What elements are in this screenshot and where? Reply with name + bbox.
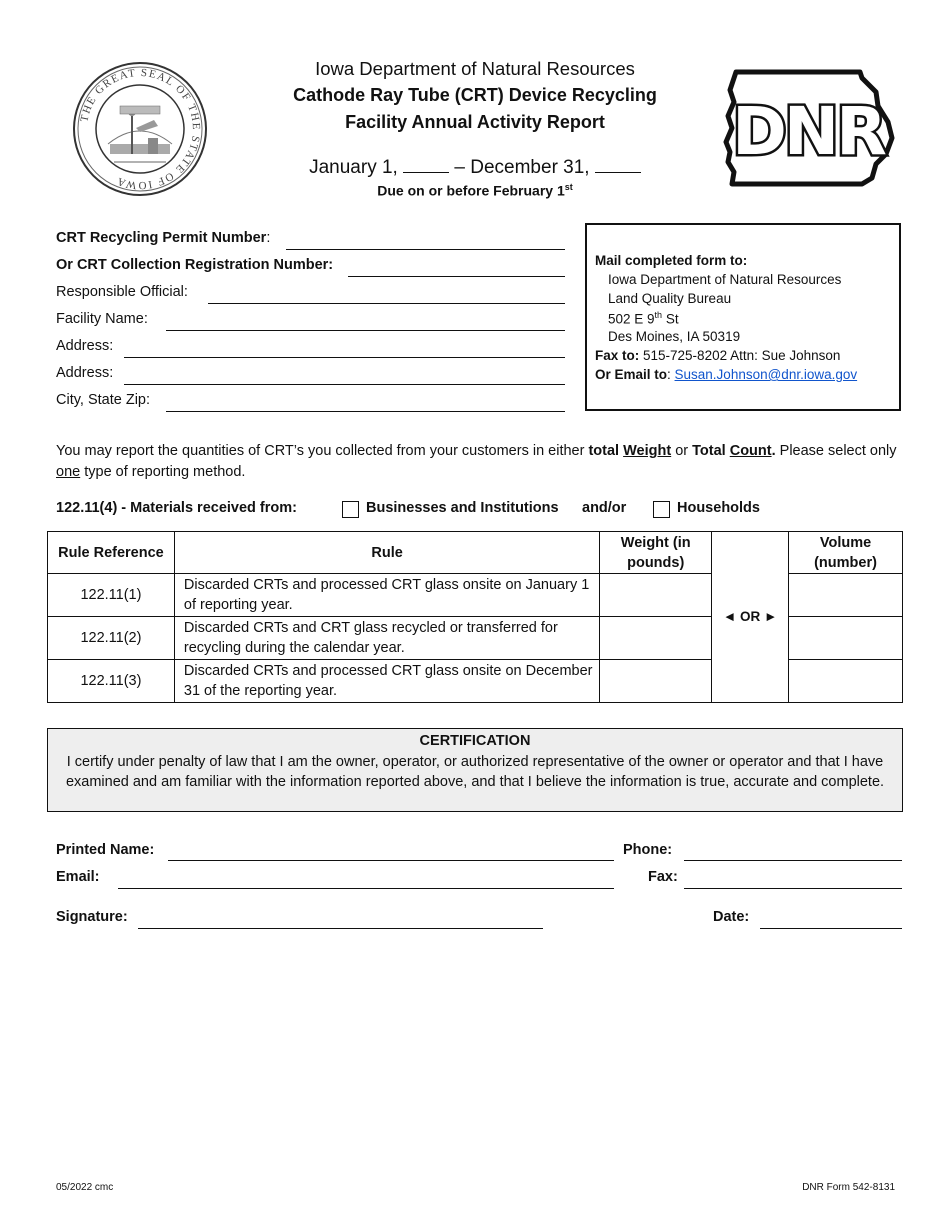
mail-street [608,310,679,327]
header-volume: Volume (number) [789,532,903,574]
svg-text:DNR: DNR [732,93,884,170]
permit-number-colon: : [266,230,271,246]
mail-agency: Iowa Department of Natural Resources [608,272,842,287]
responsible-official-input[interactable] [208,303,565,304]
instr-part1: You may report the quantities of CRT’s you collected from your customers in either [56,443,589,459]
households-checkbox[interactable] [653,501,670,518]
instr-weight: Weight [623,443,672,459]
fax-label: Fax to: [595,348,640,363]
mail-street-post: St [662,311,679,327]
table-header-row [48,532,903,574]
email-label: Or Email to [595,367,668,382]
rule-reference-cell: 122.11(2) [48,617,175,660]
header-weight: Weight (in pounds) [600,532,712,574]
permit-number-input[interactable] [286,249,565,250]
date-label: Date: [713,909,750,925]
email-link[interactable]: Susan.Johnson@dnr.iowa.gov [674,367,858,382]
instr-part2: Please select only [775,443,897,459]
instructions-paragraph [56,441,902,483]
due-date-text: Due on or before February 1 [377,182,565,199]
instr-count: Count [729,443,772,459]
footer-form-number: DNR Form 542-8131 [802,1182,895,1193]
period-start-label: January 1, [309,157,398,178]
certification-text: I certify under penalty of law that I am the owner, operator, or authorized representative of the owner or operator and that I have examined and am familiar with the information reported above, and that I believe the information is true, accurate and complete. [65,753,885,790]
permit-number-text: CRT Recycling Permit Number [56,230,267,246]
email-input[interactable] [118,888,614,889]
reporting-period [250,156,700,179]
registration-number-label: Or CRT Collection Registration Number: [56,257,334,273]
weight-input[interactable] [600,617,712,660]
phone-label: Phone: [623,842,673,858]
mail-bureau: Land Quality Bureau [608,291,732,306]
instr-one: one [56,464,81,480]
rule-cell: Discarded CRTs and processed CRT glass onsite on January 1 of reporting year. [174,574,599,617]
certification-box [47,728,903,812]
header-rule-reference: Rule Reference [48,532,175,574]
signature-label: Signature: [56,909,128,925]
address2-label: Address: [56,365,114,381]
rule-cell: Discarded CRTs and CRT glass recycled or transferred for recycling during the calendar year. [174,617,599,660]
mail-email [595,367,857,382]
address2-input[interactable] [124,384,565,385]
or-separator: ◄ OR ► [712,532,789,703]
due-date-sup: st [564,182,573,192]
period-end-label: – December 31, [454,157,590,178]
city-state-zip-label: City, State Zip: [56,392,151,408]
date-input[interactable] [760,928,902,929]
instr-period: . [771,443,776,459]
fax-input[interactable] [684,888,902,889]
households-label: Households [677,500,760,516]
responsible-official-label: Responsible Official: [56,284,188,300]
header-rule: Rule [174,532,599,574]
fax-value: 515-725-8202 Attn: Sue Johnson [639,348,841,363]
footer-revision: 05/2022 cmc [56,1182,114,1193]
instr-or: or [671,443,693,459]
address1-label: Address: [56,338,114,354]
permit-number-label [56,230,270,246]
certification-heading: CERTIFICATION [419,733,531,749]
form-title-line1: Cathode Ray Tube (CRT) Device Recycling [293,85,657,105]
facility-name-input[interactable] [166,330,565,331]
facility-name-label: Facility Name: [56,311,148,327]
rule-reference-cell: 122.11(3) [48,660,175,703]
email-field-label: Email: [56,869,100,885]
weight-input[interactable] [600,574,712,617]
state-seal-logo [70,58,210,200]
businesses-label: Businesses and Institutions [366,500,559,516]
printed-name-input[interactable] [168,860,614,861]
email-colon: : [667,367,675,382]
rules-table [47,531,903,703]
registration-number-input[interactable] [348,276,565,277]
mail-heading: Mail completed form to: [595,253,748,268]
mail-street-pre: 502 E 9 [608,311,655,327]
mail-fax [595,348,840,363]
signature-input[interactable] [138,928,543,929]
instr-part3: type of reporting method. [80,464,246,480]
phone-input[interactable] [684,860,902,861]
volume-input[interactable] [789,574,903,617]
due-date [250,182,700,199]
mail-city: Des Moines, IA 50319 [608,329,741,344]
start-year-input[interactable] [403,156,449,173]
mail-street-sup: th [654,310,663,320]
agency-name: Iowa Department of Natural Resources [315,58,635,79]
instr-total: total [588,443,624,459]
materials-label: 122.11(4) - Materials received from: [56,500,297,516]
rule-reference-cell: 122.11(1) [48,574,175,617]
andor-label: and/or [582,500,627,516]
rule-cell: Discarded CRTs and processed CRT glass onsite on December 31 of the reporting year. [174,660,599,703]
instr-total2: Total [692,443,730,459]
city-state-zip-input[interactable] [166,411,565,412]
address1-input[interactable] [124,357,565,358]
form-title-line2: Facility Annual Activity Report [345,112,605,132]
volume-input[interactable] [789,617,903,660]
dnr-logo [722,66,898,190]
end-year-input[interactable] [595,156,641,173]
weight-input[interactable] [600,660,712,703]
volume-input[interactable] [789,660,903,703]
printed-name-label: Printed Name: [56,842,155,858]
fax-field-label: Fax: [648,869,678,885]
svg-text:THE GREAT SEAL OF THE STATE OF: THE GREAT SEAL OF THE STATE OF IOWA [78,66,203,192]
businesses-checkbox[interactable] [342,501,359,518]
